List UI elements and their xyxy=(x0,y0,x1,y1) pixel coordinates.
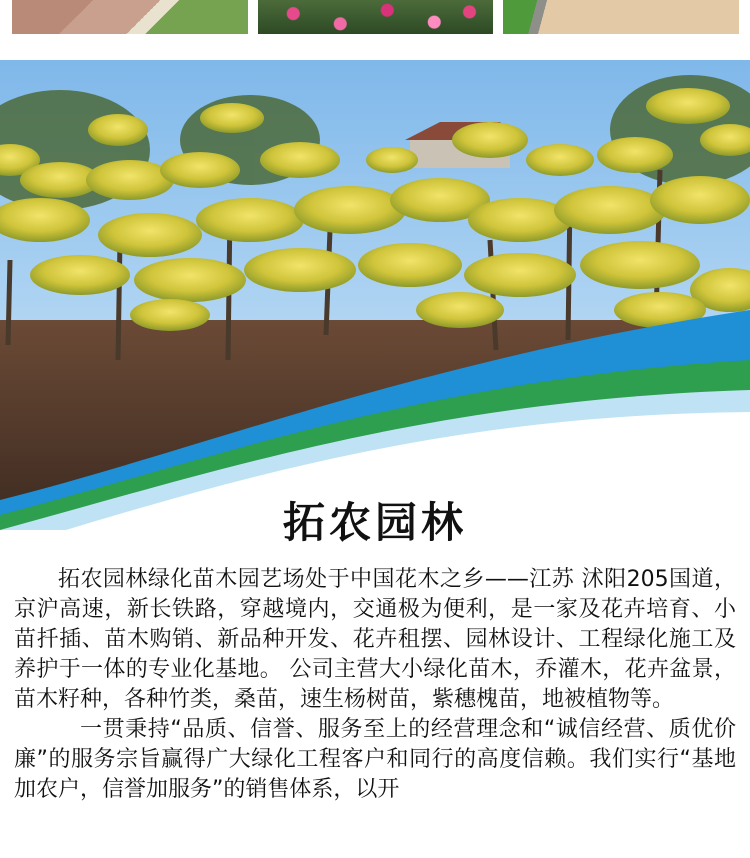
flower-bed-photo xyxy=(258,0,493,34)
paved-path-photo xyxy=(12,0,248,34)
header-photo-strip xyxy=(0,0,750,40)
garden-walkway-photo xyxy=(503,0,739,34)
intro-paragraph-1: 拓农园林绿化苗木园艺场处于中国花木之乡——江苏 沭阳205国道，京沪高速，新长铁路，穿越境内，交通极为便利，是一家及花卉培育、小苗扦插、苗木购销、新品种开发、花卉租摆、园林设计、工程绿化施工及养护于一体的专业化基地。 公司主营大小绿化苗木，乔灌木，花卉盆景，苗木籽种，各种竹类，桑苗，速生杨树苗，紫穗槐苗，地被植物等。 xyxy=(14,567,736,712)
intro-paragraph-2: 一贯秉持“品质、信誉、服务至上的经营理念和“诚信经营、质优价廉”的服务宗旨赢得广大绿化工程客户和同行的高度信赖。我们实行“基地加农户，信誉加服务”的销售体系，以开 xyxy=(14,717,736,802)
nursery-trees-photo xyxy=(0,60,750,530)
company-intro xyxy=(14,565,736,805)
page-title: 拓农园林 xyxy=(282,498,467,547)
